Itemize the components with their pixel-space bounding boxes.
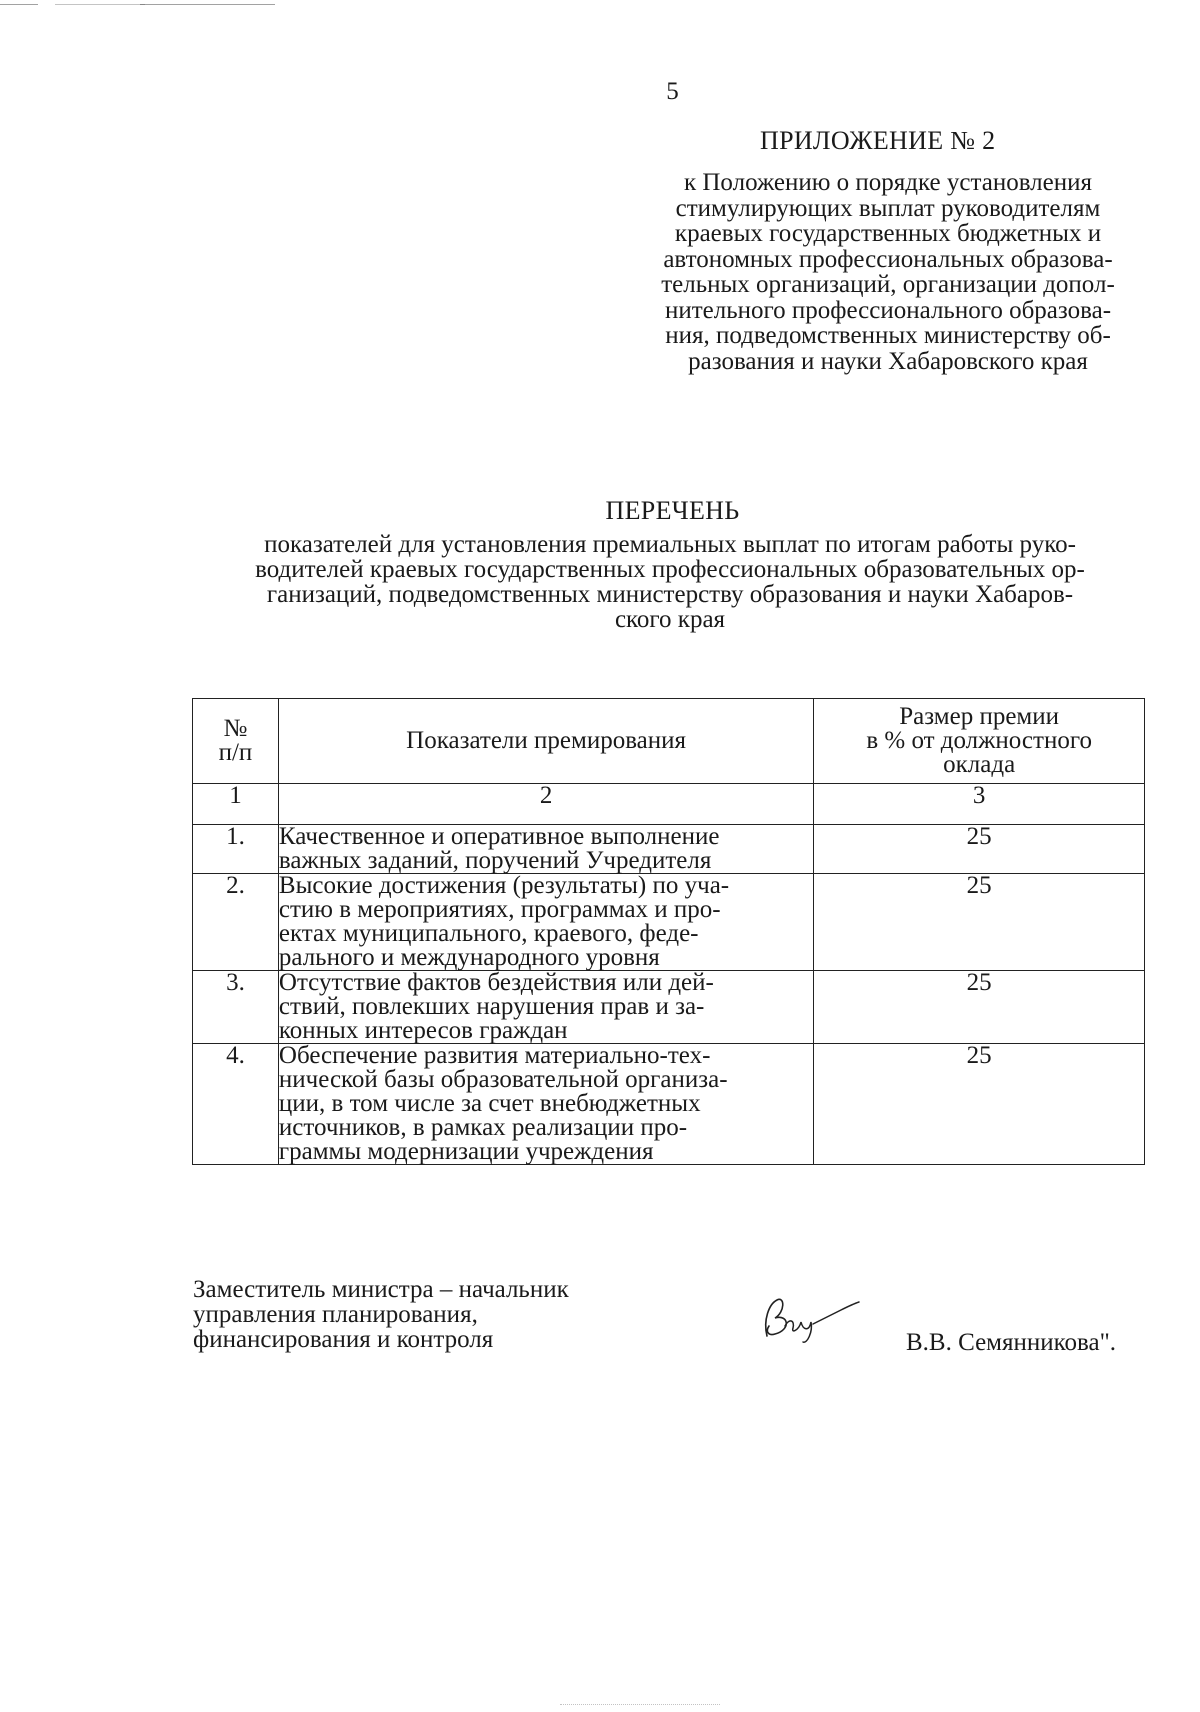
row-indicator xyxy=(278,874,813,971)
indicator-line: граммы модернизации учреждения xyxy=(278,1138,654,1165)
column-index: 3 xyxy=(814,784,1145,825)
indicator-line: Отсутствие фактов бездействия или дей- xyxy=(278,969,714,996)
indicator-line: рального и международного уровня xyxy=(278,944,660,971)
indicators-table xyxy=(192,698,1145,1165)
row-indicator xyxy=(278,1044,813,1165)
signer-position-line: Заместитель министра – начальник xyxy=(193,1276,569,1303)
signer-name: В.В. Семянникова". xyxy=(906,1329,1117,1356)
handwritten-signature xyxy=(755,1290,865,1350)
appendix-title: ПРИЛОЖЕНИЕ № 2 xyxy=(760,126,996,155)
column-index: 1 xyxy=(193,784,279,825)
header-number-line: п/п xyxy=(218,739,253,766)
indicator-line: важных заданий, поручений Учредителя xyxy=(278,847,712,874)
indicator-line: ектах муниципального, краевого, феде- xyxy=(278,920,699,947)
header-number-line: № xyxy=(223,715,248,742)
appendix-reference-line: автономных профессиональных образова- xyxy=(663,245,1113,273)
header-premium-line: оклада xyxy=(943,751,1016,778)
subtitle-line: водителей краевых государственных профессиональных образовательных ор- xyxy=(255,556,1085,583)
indicator-line: Высокие достижения (результаты) по уча- xyxy=(278,872,730,899)
row-number: 4. xyxy=(193,1044,279,1165)
column-index-row xyxy=(193,784,1145,825)
row-number: 2. xyxy=(193,874,279,971)
appendix-reference-line: краевых государственных бюджетных и xyxy=(674,220,1102,247)
table-row xyxy=(193,825,1145,874)
subtitle-line: показателей для установления премиальных выплат по итогам работы руко- xyxy=(264,531,1076,558)
scan-artifact xyxy=(140,4,275,5)
row-indicator xyxy=(278,971,813,1044)
row-premium: 25 xyxy=(814,971,1145,1044)
indicator-line: ствий, повлекших нарушения прав и за- xyxy=(278,993,705,1020)
header-premium-line: Размер премии xyxy=(899,703,1060,730)
document-subtitle xyxy=(195,532,1145,632)
scan-artifact xyxy=(55,4,145,5)
appendix-reference-line: стимулирующих выплат руководителям xyxy=(675,194,1101,222)
subtitle-line: ганизаций, подведомственных министерству образования и науки Хабаров- xyxy=(266,581,1074,608)
document-title: ПЕРЕЧЕНЬ xyxy=(605,496,740,525)
indicator-line: стию в мероприятиях, программах и про- xyxy=(278,896,721,923)
scan-artifact xyxy=(560,1704,720,1706)
header-premium-line: в % от должностного xyxy=(866,727,1092,754)
indicator-line: ции, в том числе за счет внебюджетных xyxy=(278,1090,701,1117)
row-number: 3. xyxy=(193,971,279,1044)
row-premium: 25 xyxy=(814,825,1145,874)
indicator-line: Качественное и оперативное выполнение xyxy=(278,823,720,850)
indicator-line: конных интересов граждан xyxy=(278,1017,568,1044)
indicator-line: источников, в рамках реализации про- xyxy=(278,1114,688,1141)
header-indicator: Показатели премирования xyxy=(278,699,813,784)
table-row xyxy=(193,874,1145,971)
table-header-row xyxy=(193,699,1145,784)
subtitle-line: ского края xyxy=(614,606,726,633)
signer-position-line: управления планирования, xyxy=(193,1301,478,1328)
header-number xyxy=(193,699,279,784)
signer-position-line: финансирования и контроля xyxy=(193,1326,494,1353)
appendix-reference-line: разования и науки Хабаровского края xyxy=(688,347,1088,375)
table-row xyxy=(193,1044,1145,1165)
column-index: 2 xyxy=(278,784,813,825)
header-premium xyxy=(814,699,1145,784)
page-number: 5 xyxy=(666,78,679,105)
indicator-line: нической базы образовательной организа- xyxy=(278,1066,728,1093)
appendix-reference-line: нительного профессионального образова- xyxy=(664,296,1112,324)
indicator-line: Обеспечение развития материально-тех- xyxy=(278,1042,711,1069)
row-premium: 25 xyxy=(814,1044,1145,1165)
appendix-reference xyxy=(628,170,1148,374)
row-indicator xyxy=(278,825,813,874)
appendix-reference-line: к Положению о порядке установления xyxy=(683,169,1093,196)
table-row xyxy=(193,971,1145,1044)
appendix-reference-line: ния, подведомственных министерству об- xyxy=(665,322,1111,349)
signer-position xyxy=(193,1277,569,1352)
row-number: 1. xyxy=(193,825,279,874)
row-premium: 25 xyxy=(814,874,1145,971)
scan-artifact xyxy=(0,4,38,5)
appendix-reference-line: тельных организаций, организации допол- xyxy=(661,271,1115,298)
